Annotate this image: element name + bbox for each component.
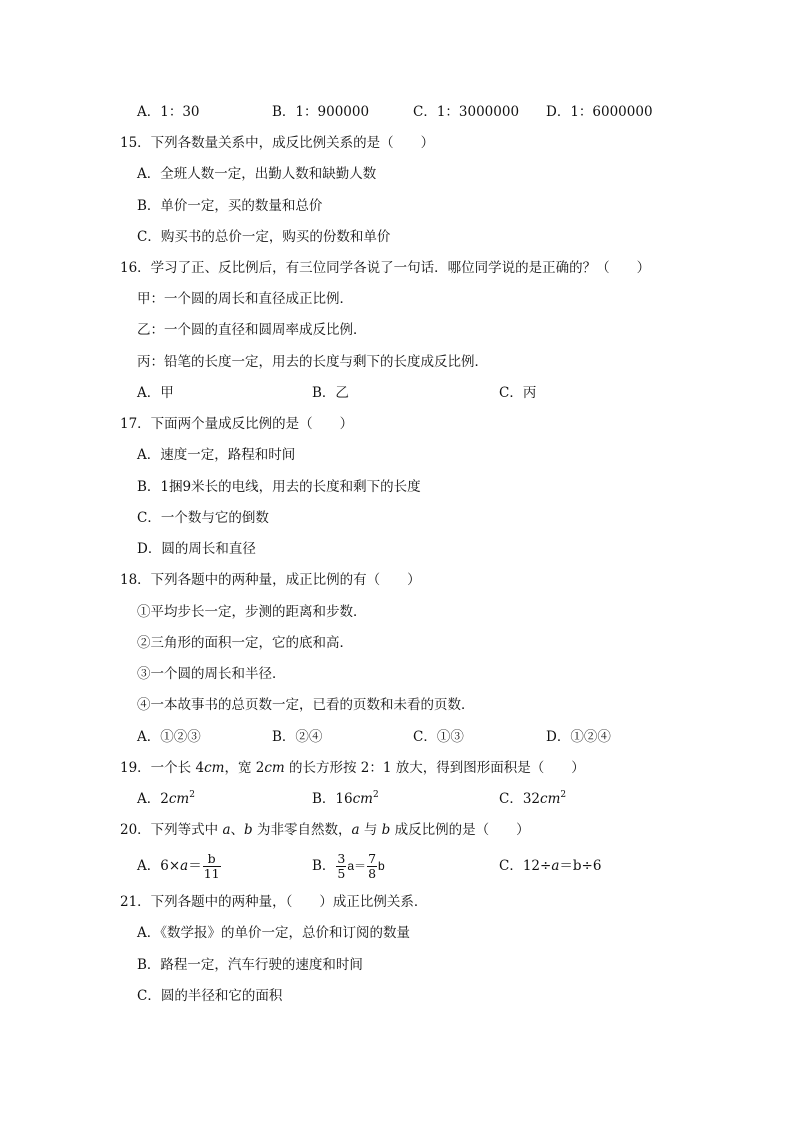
- fraction-numerator: 3: [337, 851, 346, 866]
- q19-length-unit: cm: [204, 760, 225, 776]
- q18-options: [137, 727, 697, 747]
- q20-option-b-fraction-1: [336, 852, 346, 881]
- q20-options: [137, 848, 617, 884]
- q19-width: 2: [255, 760, 265, 776]
- q21-option-c: C．圆的半径和它的面积: [137, 988, 283, 1004]
- q19-option-b: [312, 789, 379, 809]
- q16-option-c: C．丙: [499, 385, 537, 401]
- q19-option-c-label: C．: [499, 791, 523, 807]
- q20-var-b: b: [244, 822, 253, 838]
- q16-option-a: A．甲: [137, 385, 174, 401]
- q14-option-d: D．1：6000000: [546, 104, 653, 120]
- q20-option-a-fraction: [203, 852, 221, 881]
- q20-stem-part-d: 成反比例的是（ ）: [390, 822, 530, 838]
- q16-options: [137, 383, 587, 403]
- q18-stem: 18．下列各题中的两种量，成正比例的有（ ）: [120, 572, 421, 588]
- q19-option-c-value: 32: [522, 791, 541, 807]
- q20-option-b-middle: a＝: [347, 859, 367, 873]
- q20-option-b-label: B．: [312, 858, 336, 874]
- q20-option-b: [312, 848, 385, 884]
- q19-option-a-value: 2: [160, 791, 169, 807]
- q16-statement-yi: 乙：一个圆的直径和圆周率成反比例．: [137, 322, 367, 338]
- q20-option-c-suffix: ＝b÷6: [559, 858, 602, 874]
- q20-option-a-prefix: 6×: [160, 858, 181, 874]
- q20-stem-part-c: 与: [359, 822, 382, 838]
- q20-option-c-prefix: 12÷: [522, 858, 552, 874]
- q19-option-a: [137, 789, 195, 809]
- q19-option-a-exponent: 2: [189, 790, 195, 800]
- q19-option-b-unit: cm: [352, 791, 373, 807]
- q15-stem: 15．下列各数量关系中，成反比例关系的是（ ）: [120, 135, 435, 151]
- q20-stem-part-a: 20．下列等式中: [120, 822, 223, 838]
- fraction-denominator: 8: [368, 866, 377, 881]
- q16-statement-jia: 甲：一个圆的周长和直径成正比例．: [137, 291, 353, 307]
- q19-option-c: [499, 789, 566, 809]
- q14-option-a: A．1：30: [137, 104, 200, 120]
- q18-statement-2: ②三角形的面积一定，它的底和高．: [137, 635, 353, 651]
- q20-stem: [120, 820, 530, 840]
- q19-stem-part-a: 19．一个长: [120, 760, 196, 776]
- q20-option-a: [137, 848, 222, 884]
- q19-length: 4: [195, 760, 205, 776]
- q20-option-a-label: A．: [137, 858, 161, 874]
- q19-option-c-unit: cm: [540, 791, 561, 807]
- q17-option-a: A．速度一定，路程和时间: [137, 447, 296, 463]
- q14-options: [137, 102, 697, 122]
- q17-option-c: C．一个数与它的倒数: [137, 510, 269, 526]
- q19-option-b-label: B．: [312, 791, 336, 807]
- q20-option-b-fraction-2: [367, 852, 377, 881]
- q18-statement-1: ①平均步长一定，步测的距离和步数．: [137, 604, 367, 620]
- q18-option-d: D．①②④: [546, 729, 611, 745]
- q19-stem: [120, 758, 585, 778]
- q19-width-unit: cm: [264, 760, 285, 776]
- fraction-numerator: 7: [368, 851, 377, 866]
- q20-option-c-var: a: [551, 858, 560, 874]
- fraction-denominator: 5: [337, 866, 346, 881]
- q19-option-b-exponent: 2: [372, 790, 379, 800]
- q17-option-b: B．1捆9米长的电线，用去的长度和剩下的长度: [137, 479, 421, 495]
- q20-option-c-label: C．: [499, 858, 523, 874]
- q18-option-a: A．①②③: [137, 729, 201, 745]
- q14-option-c: C．1：3000000: [413, 104, 520, 120]
- fraction-numerator: b: [203, 852, 221, 867]
- q20-var-b-2: b: [381, 822, 391, 838]
- q17-stem: 17．下面两个量成反比例的是（ ）: [120, 416, 354, 432]
- q20-var-a-2: a: [351, 822, 360, 838]
- q20-option-a-var: a: [180, 858, 189, 874]
- q19-option-c-exponent: 2: [560, 790, 567, 800]
- q20-var-a: a: [222, 822, 231, 838]
- q19-option-a-unit: cm: [168, 791, 190, 807]
- q18-option-c: C．①③: [413, 729, 464, 745]
- q18-statement-4: ④一本故事书的总页数一定，已看的页数和未看的页数．: [137, 697, 475, 713]
- q19-stem-part-b: ，宽: [224, 760, 256, 776]
- q20-separator: 、: [230, 822, 245, 838]
- q21-stem: 21．下列各题中的两种量，（ ）成正比例关系．: [120, 894, 428, 910]
- q18-option-b: B．②④: [272, 729, 323, 745]
- q19-option-a-label: A．: [137, 791, 161, 807]
- q20-option-a-equals: ＝: [188, 858, 202, 874]
- q19-options: [137, 789, 587, 809]
- q16-option-b: B．乙: [312, 385, 349, 401]
- q20-option-b-suffix: b: [378, 859, 385, 873]
- q17-option-d: D．圆的周长和直径: [137, 541, 256, 557]
- q16-stem: 16．学习了正、反比例后，有三位同学各说了一句话．哪位同学说的是正确的？（ ）: [120, 260, 651, 276]
- fraction-denominator: 11: [203, 866, 220, 881]
- q14-option-b: B．1：900000: [272, 104, 370, 120]
- q15-option-a: A．全班人数一定，出勤人数和缺勤人数: [137, 166, 377, 182]
- q16-statement-bing: 丙：铅笔的长度一定，用去的长度与剩下的长度成反比例．: [137, 354, 488, 370]
- q21-option-b: B．路程一定，汽车行驶的速度和时间: [137, 957, 363, 973]
- q21-option-a: A．《数学报》的单价一定，总价和订阅的数量: [137, 925, 410, 941]
- q20-option-c: [499, 848, 601, 884]
- q19-stem-part-c: 的长方形按 2：1 放大，得到图形面积是（ ）: [284, 760, 585, 776]
- q15-option-b: B．单价一定，买的数量和总价: [137, 198, 323, 214]
- q15-option-c: C．购买书的总价一定，购买的份数和单价: [137, 229, 391, 245]
- q19-option-b-value: 16: [335, 791, 353, 807]
- q20-stem-part-b: 为非零自然数，: [252, 822, 352, 838]
- q18-statement-3: ③一个圆的周长和半径．: [137, 666, 286, 682]
